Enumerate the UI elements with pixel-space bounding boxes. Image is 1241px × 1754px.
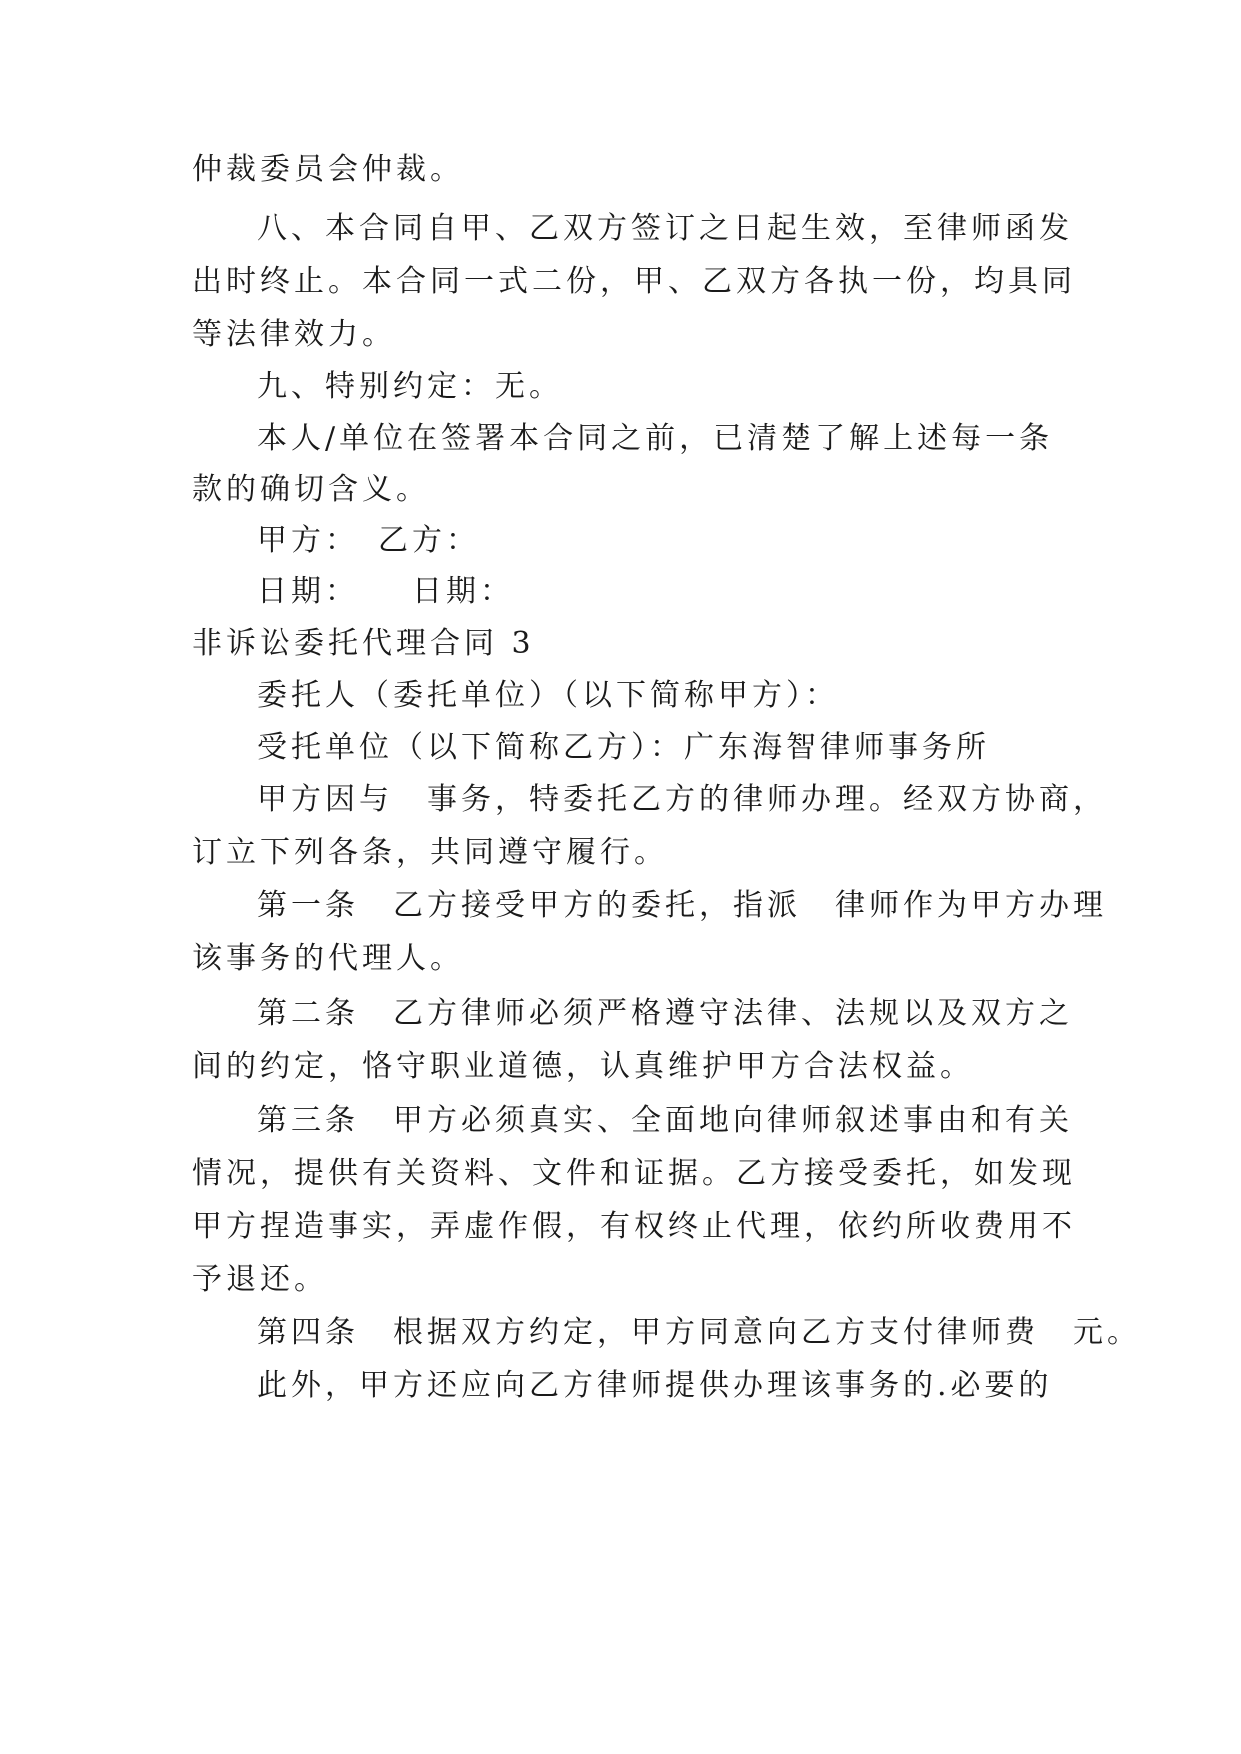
text-line: 此外，甲方还应向乙方律师提供办理该事务的.必要的 bbox=[257, 1368, 1053, 1403]
text-line: 甲方捏造事实，弄虚作假，有权终止代理，依约所收费用不 bbox=[192, 1209, 1076, 1244]
section-title: 非诉讼委托代理合同 3 bbox=[192, 626, 535, 661]
text-line: 第一条 乙方接受甲方的委托，指派 律师作为甲方办理 bbox=[257, 888, 1107, 923]
text-line: 款的确切含义。 bbox=[192, 472, 430, 507]
signature-party-line: 甲方： 乙方： bbox=[257, 523, 480, 558]
text-line: 出时终止。本合同一式二份，甲、乙双方各执一份，均具同 bbox=[192, 264, 1076, 299]
text-line: 委托人（委托单位）（以下简称甲方）： bbox=[257, 678, 839, 713]
text-line: 本人/单位在签署本合同之前，已清楚了解上述每一条 bbox=[257, 421, 1054, 456]
text-line: 该事务的代理人。 bbox=[192, 941, 464, 976]
text-line: 仲裁委员会仲裁。 bbox=[192, 152, 464, 187]
text-line: 情况，提供有关资料、文件和证据。乙方接受委托，如发现 bbox=[192, 1156, 1076, 1191]
text-line: 予退还。 bbox=[192, 1262, 328, 1297]
signature-date-line: 日期： 日期： bbox=[257, 574, 514, 609]
text-line: 第二条 乙方律师必须严格遵守法律、法规以及双方之 bbox=[257, 996, 1073, 1031]
text-line: 九、特别约定：无。 bbox=[257, 369, 563, 404]
text-line: 第三条 甲方必须真实、全面地向律师叙述事由和有关 bbox=[257, 1103, 1073, 1138]
text-line: 甲方因与 事务，特委托乙方的律师办理。经双方协商， bbox=[257, 782, 1107, 817]
text-line: 间的约定，恪守职业道德，认真维护甲方合法权益。 bbox=[192, 1049, 974, 1084]
text-line: 等法律效力。 bbox=[192, 317, 396, 352]
text-line: 第四条 根据双方约定，甲方同意向乙方支付律师费 元。 bbox=[257, 1315, 1141, 1350]
text-line: 订立下列各条，共同遵守履行。 bbox=[192, 835, 668, 870]
text-line: 八、本合同自甲、乙双方签订之日起生效，至律师函发 bbox=[257, 211, 1073, 246]
text-line: 受托单位（以下简称乙方）：广东海智律师事务所 bbox=[257, 730, 990, 765]
